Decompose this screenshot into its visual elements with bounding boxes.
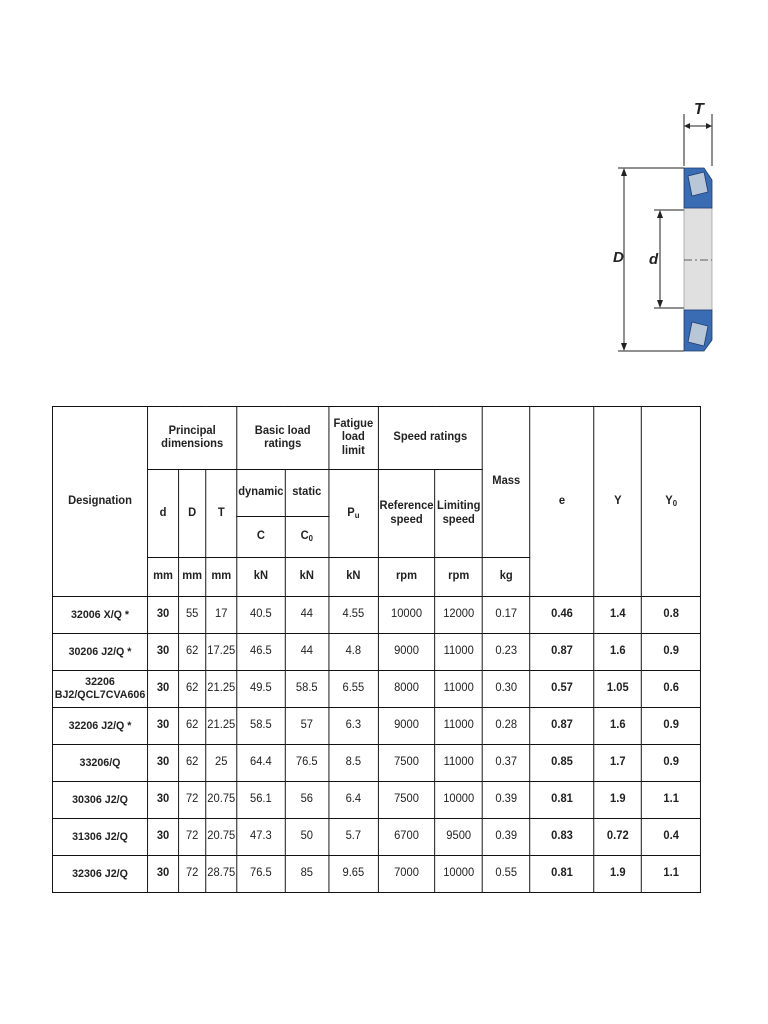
table-row — [52, 782, 700, 819]
cell-D: 55 — [179, 597, 206, 634]
cell-Y: 1.05 — [594, 671, 642, 708]
cell-limiting-speed: 10000 — [435, 782, 483, 819]
cell-C0: 58.5 — [285, 671, 329, 708]
cell-D: 72 — [179, 856, 206, 893]
cell-Y: 1.9 — [594, 856, 642, 893]
cell-d: 30 — [148, 856, 179, 893]
header-speed-ratings: Speed ratings — [378, 407, 482, 470]
cell-designation: 32006 X/Q * — [52, 597, 147, 634]
cell-T: 28.75 — [206, 856, 237, 893]
cell-e: 0.87 — [530, 634, 594, 671]
cell-D: 72 — [179, 819, 206, 856]
cell-d: 30 — [148, 597, 179, 634]
cell-Pu: 6.4 — [329, 782, 378, 819]
cell-C: 49.5 — [237, 671, 285, 708]
cell-T: 17 — [206, 597, 237, 634]
cell-Pu: 4.55 — [329, 597, 378, 634]
cell-C: 64.4 — [237, 745, 285, 782]
cell-T: 20.75 — [206, 782, 237, 819]
cell-Pu: 6.3 — [329, 708, 378, 745]
cell-reference-speed: 7000 — [378, 856, 435, 893]
cell-mass: 0.39 — [482, 819, 530, 856]
cell-C0: 76.5 — [285, 745, 329, 782]
header-C0-main: C — [300, 530, 309, 543]
cell-Y0: 0.9 — [642, 634, 701, 671]
cell-Y: 1.7 — [594, 745, 642, 782]
cell-Y: 1.4 — [594, 597, 642, 634]
cell-T: 25 — [206, 745, 237, 782]
cell-C: 58.5 — [237, 708, 285, 745]
cell-designation: 32206 J2/Q * — [52, 708, 147, 745]
unit-C0: kN — [285, 558, 329, 597]
cell-limiting-speed: 10000 — [435, 856, 483, 893]
cell-Y0: 0.8 — [642, 597, 701, 634]
header-T: T — [206, 470, 237, 558]
header-static: static — [285, 470, 329, 517]
cell-Pu: 6.55 — [329, 671, 378, 708]
cell-C: 76.5 — [237, 856, 285, 893]
unit-Pu: kN — [329, 558, 378, 597]
cell-Y: 0.72 — [594, 819, 642, 856]
cell-limiting-speed: 11000 — [435, 634, 483, 671]
cell-D: 62 — [179, 745, 206, 782]
cell-d: 30 — [148, 671, 179, 708]
cell-T: 21.25 — [206, 708, 237, 745]
table-row — [52, 856, 700, 893]
cell-Y: 1.9 — [594, 782, 642, 819]
cell-Y0: 0.6 — [642, 671, 701, 708]
cell-C: 40.5 — [237, 597, 285, 634]
cell-Pu: 8.5 — [329, 745, 378, 782]
table-row — [52, 671, 700, 708]
cell-reference-speed: 7500 — [378, 745, 435, 782]
cell-Y: 1.6 — [594, 708, 642, 745]
cell-designation: 30306 J2/Q — [52, 782, 147, 819]
cell-C0: 56 — [285, 782, 329, 819]
dimension-D-label: D — [613, 249, 624, 266]
cell-Y: 1.6 — [594, 634, 642, 671]
cell-C: 46.5 — [237, 634, 285, 671]
header-C0-sub: 0 — [308, 534, 313, 544]
cell-Pu: 9.65 — [329, 856, 378, 893]
header-Pu-main: P — [347, 506, 355, 519]
bearing-cross-section-drawing — [600, 96, 730, 358]
cell-e: 0.81 — [530, 856, 594, 893]
cell-mass: 0.28 — [482, 708, 530, 745]
cell-reference-speed: 6700 — [378, 819, 435, 856]
cell-limiting-speed: 11000 — [435, 708, 483, 745]
cell-C: 47.3 — [237, 819, 285, 856]
header-e: e — [530, 407, 594, 597]
cell-reference-speed: 8000 — [378, 671, 435, 708]
dimension-T-label: T — [694, 101, 704, 118]
cell-e: 0.87 — [530, 708, 594, 745]
cell-C0: 57 — [285, 708, 329, 745]
header-Pu — [329, 470, 378, 558]
header-limiting-speed: Limiting speed — [435, 470, 483, 558]
cell-limiting-speed: 11000 — [435, 671, 483, 708]
bearing-spec-table — [52, 406, 701, 893]
cell-C0: 85 — [285, 856, 329, 893]
cell-D: 62 — [179, 708, 206, 745]
header-basic-load-ratings: Basic load ratings — [237, 407, 329, 470]
cell-T: 21.25 — [206, 671, 237, 708]
header-principal-dimensions: Principal dimensions — [148, 407, 237, 470]
table-row — [52, 597, 700, 634]
table-row — [52, 634, 700, 671]
cell-e: 0.85 — [530, 745, 594, 782]
cell-Pu: 5.7 — [329, 819, 378, 856]
header-Y0-main: Y — [665, 494, 673, 507]
cell-mass: 0.39 — [482, 782, 530, 819]
unit-C: kN — [237, 558, 285, 597]
cell-designation: 32206 BJ2/QCL7CVA606 — [52, 671, 147, 708]
cell-Pu: 4.8 — [329, 634, 378, 671]
cell-reference-speed: 7500 — [378, 782, 435, 819]
header-Y: Y — [594, 407, 642, 597]
cell-designation: 30206 J2/Q * — [52, 634, 147, 671]
cell-T: 17.25 — [206, 634, 237, 671]
cell-mass: 0.30 — [482, 671, 530, 708]
cell-mass: 0.23 — [482, 634, 530, 671]
unit-limiting-speed: rpm — [435, 558, 483, 597]
cell-D: 62 — [179, 634, 206, 671]
cell-limiting-speed: 12000 — [435, 597, 483, 634]
cell-Y0: 1.1 — [642, 856, 701, 893]
cell-d: 30 — [148, 819, 179, 856]
header-dynamic: dynamic — [237, 470, 285, 517]
unit-reference-speed: rpm — [378, 558, 435, 597]
header-designation: Designation — [52, 407, 147, 597]
cell-C: 56.1 — [237, 782, 285, 819]
header-reference-speed: Reference speed — [378, 470, 435, 558]
header-C: C — [237, 517, 285, 558]
table-row — [52, 708, 700, 745]
cell-limiting-speed: 9500 — [435, 819, 483, 856]
cell-d: 30 — [148, 745, 179, 782]
cell-mass: 0.37 — [482, 745, 530, 782]
cell-designation: 31306 J2/Q — [52, 819, 147, 856]
header-d: d — [148, 470, 179, 558]
unit-D: mm — [179, 558, 206, 597]
cell-Y0: 1.1 — [642, 782, 701, 819]
table-row — [52, 819, 700, 856]
cell-reference-speed: 10000 — [378, 597, 435, 634]
cell-Y0: 0.9 — [642, 708, 701, 745]
table-row — [52, 745, 700, 782]
unit-d: mm — [148, 558, 179, 597]
cell-Y0: 0.4 — [642, 819, 701, 856]
header-mass: Mass — [482, 407, 530, 558]
cell-C0: 50 — [285, 819, 329, 856]
cell-C0: 44 — [285, 634, 329, 671]
cell-d: 30 — [148, 634, 179, 671]
cell-mass: 0.55 — [482, 856, 530, 893]
cell-e: 0.83 — [530, 819, 594, 856]
cell-d: 30 — [148, 782, 179, 819]
header-fatigue-load-limit: Fatigue load limit — [329, 407, 378, 470]
cell-designation: 33206/Q — [52, 745, 147, 782]
cell-D: 72 — [179, 782, 206, 819]
header-Y0 — [642, 407, 701, 597]
cell-e: 0.46 — [530, 597, 594, 634]
dimension-d-label: d — [649, 251, 659, 268]
cell-designation: 32306 J2/Q — [52, 856, 147, 893]
cell-D: 62 — [179, 671, 206, 708]
cell-reference-speed: 9000 — [378, 708, 435, 745]
unit-mass: kg — [482, 558, 530, 597]
unit-T: mm — [206, 558, 237, 597]
header-C0 — [285, 517, 329, 558]
cell-d: 30 — [148, 708, 179, 745]
header-Pu-sub: u — [354, 510, 360, 520]
cell-e: 0.57 — [530, 671, 594, 708]
cell-mass: 0.17 — [482, 597, 530, 634]
cell-Y0: 0.9 — [642, 745, 701, 782]
cell-limiting-speed: 11000 — [435, 745, 483, 782]
header-Y0-sub: 0 — [672, 498, 678, 508]
cell-e: 0.81 — [530, 782, 594, 819]
header-D: D — [179, 470, 206, 558]
cell-C0: 44 — [285, 597, 329, 634]
cell-T: 20.75 — [206, 819, 237, 856]
cell-reference-speed: 9000 — [378, 634, 435, 671]
